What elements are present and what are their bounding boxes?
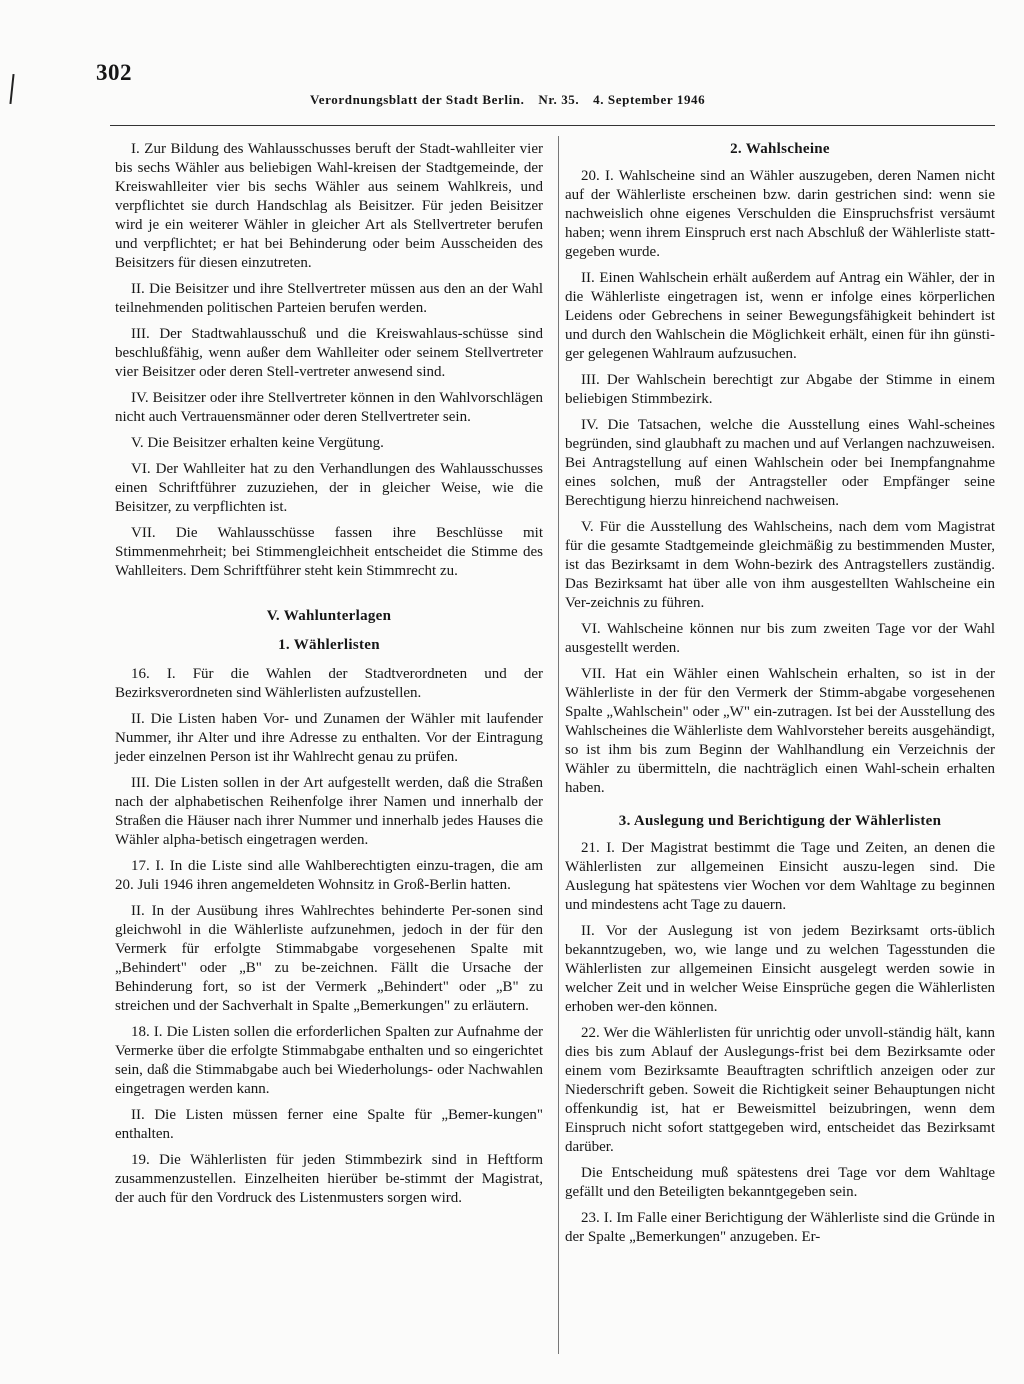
paragraph: 18. I. Die Listen sollen die erforderlichen Spalten zur Aufnahme der Vermerke über die erfolgte Stimmabgabe enthalten und so eingerichtet sein, daß die Stimmabgabe auch bei Wiederholungs- oder Nachwahlen eingetragen werden kann.	[115, 1024, 543, 1097]
paragraph: 19. Die Wählerlisten für jeden Stimmbezirk sind in Heftform zusammenzustellen. Einzelheiten hierüber be-stimmt der Magistrat, der auch für den Vordruck des Listenmusters sorgen wird.	[115, 1152, 543, 1206]
paragraph: II. Die Listen müssen ferner eine Spalte für „Bemer-kungen" enthalten.	[115, 1107, 543, 1142]
left-column	[115, 140, 543, 1215]
right-column	[565, 140, 995, 1254]
paragraph: V. Die Beisitzer erhalten keine Vergütung.	[131, 435, 384, 451]
paragraph: 21. I. Der Magistrat bestimmt die Tage und Zeiten, an denen die Wählerlisten zur allgemeinen Einsicht auszu-legen sind. Die Auslegung hat spätestens vier Wochen vor dem Wahltage zu beginnen und mindestens acht Tage zu dauern.	[565, 840, 995, 913]
paragraph: II. Die Listen haben Vor- und Zunamen der Wähler mit laufender Nummer, ihr Alter und ihre Adresse zu enthalten. Vor der Eintragung jeder einzelnen Person ist ihr Wahlrecht genau zu prüfen.	[115, 711, 543, 765]
header-rule	[110, 125, 995, 126]
paragraph: VII. Die Wahlausschüsse fassen ihre Beschlüsse mit Stimmenmehrheit; bei Stimmengleichheit entscheidet die Stimme des Wahlleiters. Dem Schriftführer steht kein Stimmrecht zu.	[115, 525, 543, 579]
column-divider	[558, 136, 559, 1354]
paragraph: 22. Wer die Wählerlisten für unrichtig oder unvoll-ständig hält, kann dies bis zum Ablauf der Auslegungs-frist bei dem Bezirksamte oder einem vom Bezirksamte Beauftragten schriftlich anzeigen oder zur Niederschrift geben. Soweit die Richtigkeit seiner Behauptungen nicht offenkundig ist, hat er Beweismittel beizubringen, wenn dem Einspruch nicht sofort stattgegeben wird, entscheidet das Bezirksamt darüber.	[565, 1025, 995, 1155]
paragraph: III. Der Stadtwahlausschuß und die Kreiswahlaus-schüsse sind beschlußfähig, wenn außer dem Wahlleiter oder seinem Stellvertreter vier Beisitzer oder deren Stell-vertreter anwesend sind.	[115, 326, 543, 380]
paragraph: II. In der Ausübung ihres Wahlrechtes behinderte Per-sonen sind gleichwohl in die Wählerliste aufzunehmen, jedoch in der für den Vermerk für erfolgte Stimmabgabe vorgesehenen Spalte mit „Behindert" oder „B" zu be-zeichnen. Fällt die Ursache der Behinderung fort, so ist der Vermerk „Behindert" oder „B" zu streichen und der Sachverhalt in Spalte „Bemerkungen" zu erläutern.	[115, 903, 543, 1014]
paragraph: II. Vor der Auslegung ist von jedem Bezirksamt orts-üblich bekanntzugeben, wo, wie lange und zu welchen Tagesstunden die Wählerlisten zur allgemeinen Einsicht ausgelegt werden sowie in welcher Zeit und in welcher Weise Einsprüche gegen die Wählerlisten erhoben wer-den können.	[565, 923, 995, 1015]
header-publication: Verordnungsblatt der Stadt Berlin.	[310, 92, 525, 107]
header-issue: Nr. 35.	[538, 92, 580, 107]
paragraph: VI. Der Wahlleiter hat zu den Verhandlungen des Wahlausschusses einen Schriftführer zuzuziehen, der in gleicher Weise, wie die Beisitzer, zu verpflichten ist.	[115, 461, 543, 515]
paragraph: VI. Wahlscheine können nur bis zum zweiten Tage vor der Wahl ausgestellt werden.	[565, 621, 995, 656]
subsection-heading: 3. Auslegung und Berichtigung der Wählerlisten	[618, 813, 942, 829]
page-number: 302	[96, 60, 132, 85]
paragraph: 16. I. Für die Wahlen der Stadtverordneten und der Bezirksverordneten sind Wählerlisten aufzustellen.	[115, 666, 543, 701]
paragraph: 23. I. Im Falle einer Berichtigung der Wählerliste sind die Gründe in der Spalte „Bemerkungen" anzugeben. Er-	[565, 1210, 995, 1245]
paragraph: V. Für die Ausstellung des Wahlscheins, nach dem vom Magistrat für die gesamte Stadtgemeinde gleichmäßig zu bestimmenden Muster, ist das Bezirksamt in dem Wohn-bezirk des Antragstellers zuständig. Das Bezirksamt hat über alle von ihm ausgestellten Wahlscheine ein Ver-zeichnis zu führen.	[565, 519, 995, 611]
paragraph: IV. Beisitzer oder ihre Stellvertreter können in den Wahlvorschlägen nicht auch Vertrauensmänner oder deren Stellvertreter sein.	[115, 390, 543, 425]
paragraph: III. Die Listen sollen in der Art aufgestellt werden, daß die Straßen nach der alphabetischen Reihenfolge ihrer Namen und innerhalb der Straßen die Häuser nach ihrer Nummer und innerhalb jedes Hauses die Wähler alpha-betisch eingetragen werden.	[115, 775, 543, 848]
margin-pen-mark	[9, 74, 14, 104]
section-heading: V. Wahlunterlagen	[266, 608, 392, 624]
subsection-heading: 1. Wählerlisten	[278, 637, 380, 653]
paragraph: VII. Hat ein Wähler einen Wahlschein erhalten, so ist in der Wählerliste in der für den Vermerk der Stimm-abgabe vorgesehenen Spalte „Wahlschein" oder „W" ein-zutragen. Ist bei der Ausstellung des Wahlscheines die Wählerliste dem Wahlvorsteher bereits ausgehändigt, so ist ihm bis zum Beginn der Wahlhandlung ein Verzeichnis der Wähler zu übermitteln, die nachträglich einen Wahl-schein erhalten haben.	[565, 666, 995, 796]
running-header	[310, 92, 715, 108]
paragraph: I. Zur Bildung des Wahlausschusses beruft der Stadt-wahlleiter vier bis sechs Wähler aus beliebigen Wahl-kreisen der Stadtgemeinde, der Kreiswahlleiter vier bis sechs Wähler aus seinem Wahlkreis, und verpflichtet sie durch Handschlag als Beisitzer. Für jeden Beisitzer wird je ein weiterer Wähler in gleicher Art als Stellvertreter berufen und verpflichtet; er hat bei Behinderung oder beim Ausscheiden des Beisitzers für diesen einzutreten.	[115, 141, 543, 271]
subsection-heading: 2. Wahlscheine	[730, 141, 830, 157]
paragraph: Die Entscheidung muß spätestens drei Tage vor dem Wahltage gefällt und den Beteiligten bekanntgegeben sein.	[565, 1165, 995, 1200]
header-date: 4. September 1946	[593, 92, 706, 107]
paragraph: III. Der Wahlschein berechtigt zur Abgabe der Stimme in einem beliebigen Stimmbezirk.	[565, 372, 995, 407]
paragraph: IV. Die Tatsachen, welche die Ausstellung eines Wahl-scheines begründen, sind glaubhaft zu machen und auf Verlangen nachzuweisen. Bei Antragstellung auf einen Wahlschein oder bei Inempfangnahme eines solchen, muß der Antragsteller oder Empfänger seine Berechtigung hierzu hinreichend nachweisen.	[565, 417, 995, 509]
paragraph: II. Einen Wahlschein erhält außerdem auf Antrag ein Wähler, der in die Wählerliste eingetragen ist, wenn er infolge eines körperlichen Leidens oder Gebrechens in seiner Bewegungsfähigkeit behindert ist und durch den Wahlschein die Möglichkeit erhält, einen für ihn günsti-ger gelegenen Wahlraum aufzusuchen.	[565, 270, 995, 362]
paragraph: 17. I. In die Liste sind alle Wahlberechtigten einzu-tragen, die am 20. Juli 1946 ihren angemeldeten Wohnsitz in Groß-Berlin hatten.	[115, 858, 543, 893]
paragraph: 20. I. Wahlscheine sind an Wähler auszugeben, deren Namen nicht auf der Wählerliste erscheinen bzw. darin gestrichen sind: wenn sie nachweislich ohne eigenes Verschulden die Einspruchsfrist versäumt haben; wenn ihrem Einspruch erst nach Abschluß der Wählerliste statt-gegeben wurde.	[565, 168, 995, 260]
paragraph: II. Die Beisitzer und ihre Stellvertreter müssen aus den an der Wahl teilnehmenden politischen Parteien berufen werden.	[115, 281, 543, 316]
